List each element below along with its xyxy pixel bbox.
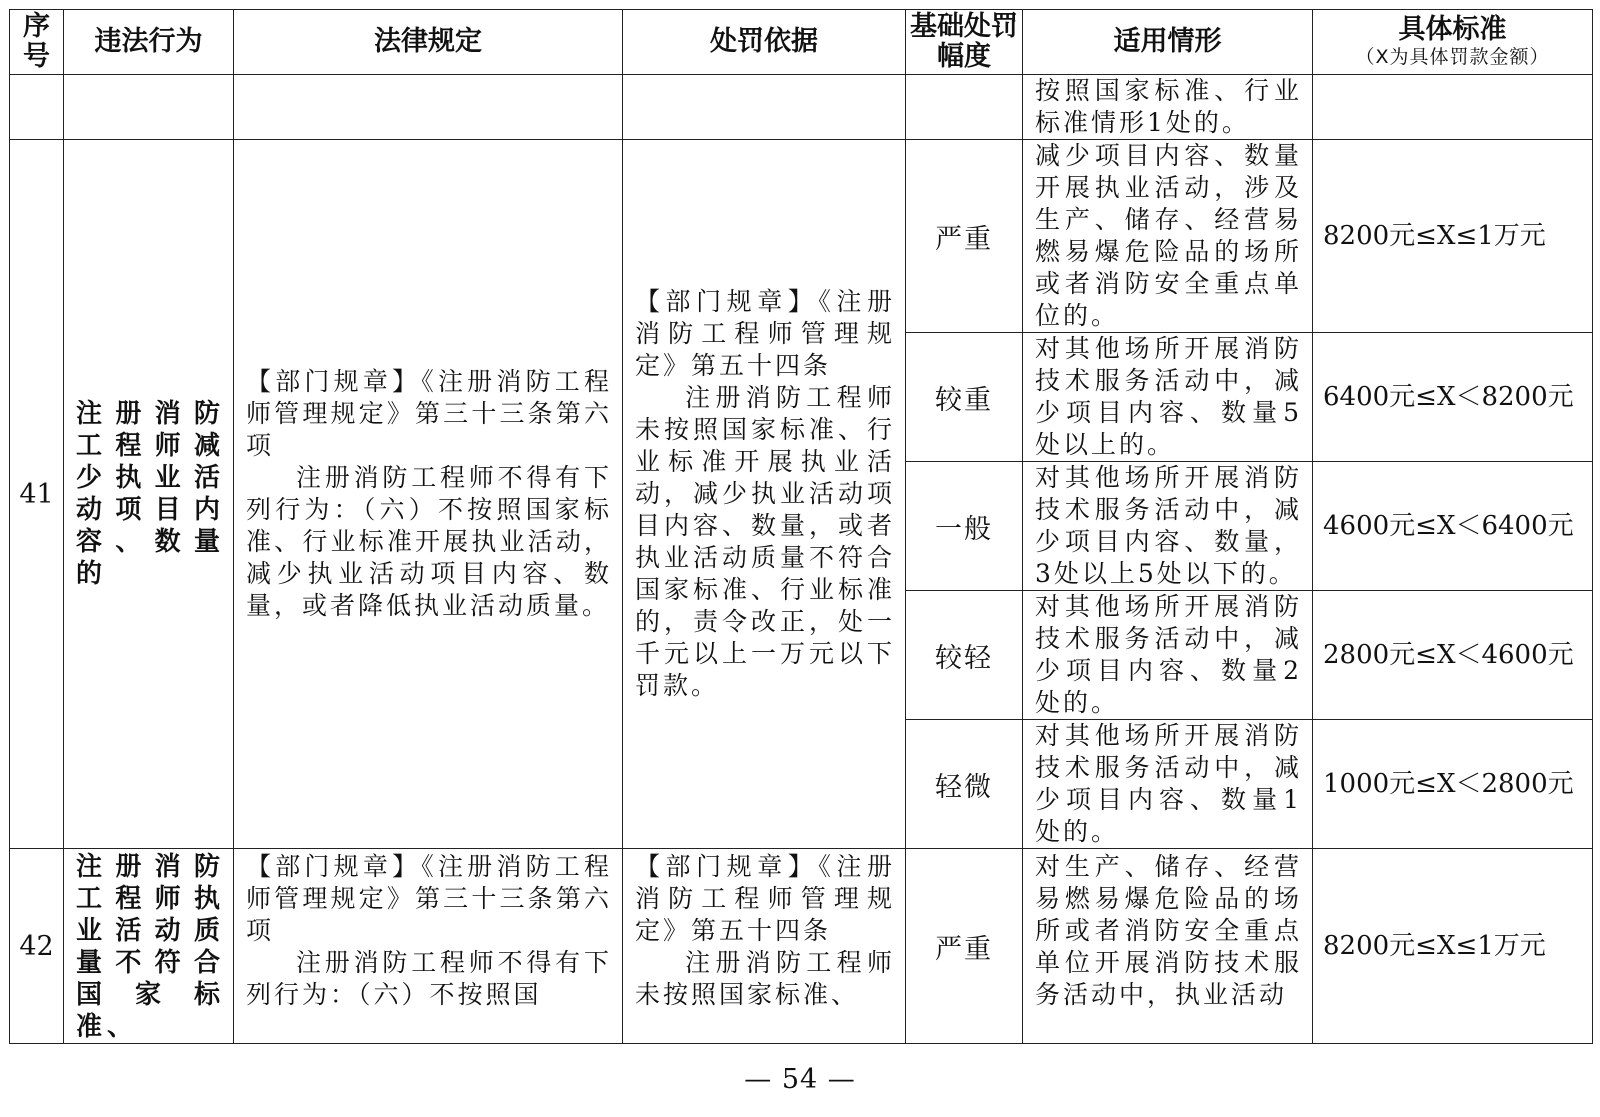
row-42-basis-head: 【部门规章】《注册消防工程师管理规定》第五十四条: [635, 852, 895, 945]
row-42-degree: 严重: [906, 849, 1023, 1044]
row-41-basis-body: 注册消防工程师未按照国家标准、行业标准开展执业活动，减少执业活动项目内容、数量，或者执业活动质量不符合国家标准、行业标准的，责令改正，处一千元以上一万元以下罚款。: [635, 383, 895, 700]
header-degree: 基础处罚幅度: [906, 10, 1023, 75]
header-std-subtitle: （X为具体罚款金额）: [1355, 46, 1550, 68]
row-41-standard-general: 4600元≤X＜6400元: [1313, 462, 1593, 591]
header-basis: 处罚依据: [623, 10, 906, 75]
table-row-41: [10, 140, 1593, 333]
row-41-penalty-basis: [623, 140, 906, 849]
row-41-law-body: 注册消防工程师不得有下列行为：（六）不按照国家标准、行业标准开展执业活动，减少执业活动项目内容、数量，或者降低执业活动质量。: [246, 463, 612, 620]
row-41-condition-minor: 对其他场所开展消防技术服务活动中，减少项目内容、数量1处的。: [1023, 720, 1313, 849]
row-41-condition-severe: 减少项目内容、数量开展执业活动，涉及生产、储存、经营易燃易爆危险品的场所或者消防安全重点单位的。: [1023, 140, 1313, 333]
row-41-standard-lighter: 2800元≤X＜4600元: [1313, 591, 1593, 720]
row-41-degree-heavier: 较重: [906, 333, 1023, 462]
row-42-penalty-basis: [623, 849, 906, 1044]
row-41-basis-head: 【部门规章】《注册消防工程师管理规定》第五十四条: [635, 287, 895, 380]
row-42-standard: 8200元≤X≤1万元: [1313, 849, 1593, 1044]
header-cond: 适用情形: [1023, 10, 1313, 75]
row-42-law-body: 注册消防工程师不得有下列行为：（六）不按照国: [246, 948, 612, 1009]
row-41-standard-severe: 8200元≤X≤1万元: [1313, 140, 1593, 333]
header-act: 违法行为: [64, 10, 234, 75]
row-41-law-head: 【部门规章】《注册消防工程师管理规定》第三十三条第六项: [246, 367, 612, 460]
row-42-violation: 注册消防工程师执业活动质量不符合国家标准、: [64, 849, 234, 1044]
row-41-condition-lighter: 对其他场所开展消防技术服务活动中，减少项目内容、数量2处的。: [1023, 591, 1313, 720]
header-std: [1313, 10, 1593, 75]
header-row: [10, 10, 1593, 75]
row-41-degree-lighter: 较轻: [906, 591, 1023, 720]
row-42-legal-provision: [234, 849, 623, 1044]
header-seq: 序号: [10, 10, 64, 75]
row-41-degree-minor: 轻微: [906, 720, 1023, 849]
table-row-42: [10, 849, 1593, 1044]
row-41-seq: 41: [10, 140, 64, 849]
row-42-condition: 对生产、储存、经营易燃易爆危险品的场所或者消防安全重点单位开展消防技术服务活动中，执业活动: [1023, 849, 1313, 1044]
continued-row: [10, 75, 1593, 140]
row-41-standard-heavier: 6400元≤X＜8200元: [1313, 333, 1593, 462]
row-41-legal-provision: [234, 140, 623, 849]
header-law: 法律规定: [234, 10, 623, 75]
row-42-basis-body: 注册消防工程师未按照国家标准、: [635, 948, 895, 1009]
row-41-condition-heavier: 对其他场所开展消防技术服务活动中，减少项目内容、数量5处以上的。: [1023, 333, 1313, 462]
penalty-standards-table: [9, 9, 1593, 1044]
row-41-condition-general: 对其他场所开展消防技术服务活动中，减少项目内容、数量，3处以上5处以下的。: [1023, 462, 1313, 591]
continued-condition: 按照国家标准、行业标准情形1处的。: [1023, 75, 1313, 140]
header-std-title: 具体标准: [1398, 14, 1507, 45]
page-number: — 54 —: [744, 1064, 856, 1095]
row-41-degree-severe: 严重: [906, 140, 1023, 333]
row-42-seq: 42: [10, 849, 64, 1044]
row-42-law-head: 【部门规章】《注册消防工程师管理规定》第三十三条第六项: [246, 852, 612, 945]
row-41-degree-general: 一般: [906, 462, 1023, 591]
row-41-violation: 注册消防工程师减少执业活动项目内容、数量的: [64, 140, 234, 849]
row-41-standard-minor: 1000元≤X＜2800元: [1313, 720, 1593, 849]
